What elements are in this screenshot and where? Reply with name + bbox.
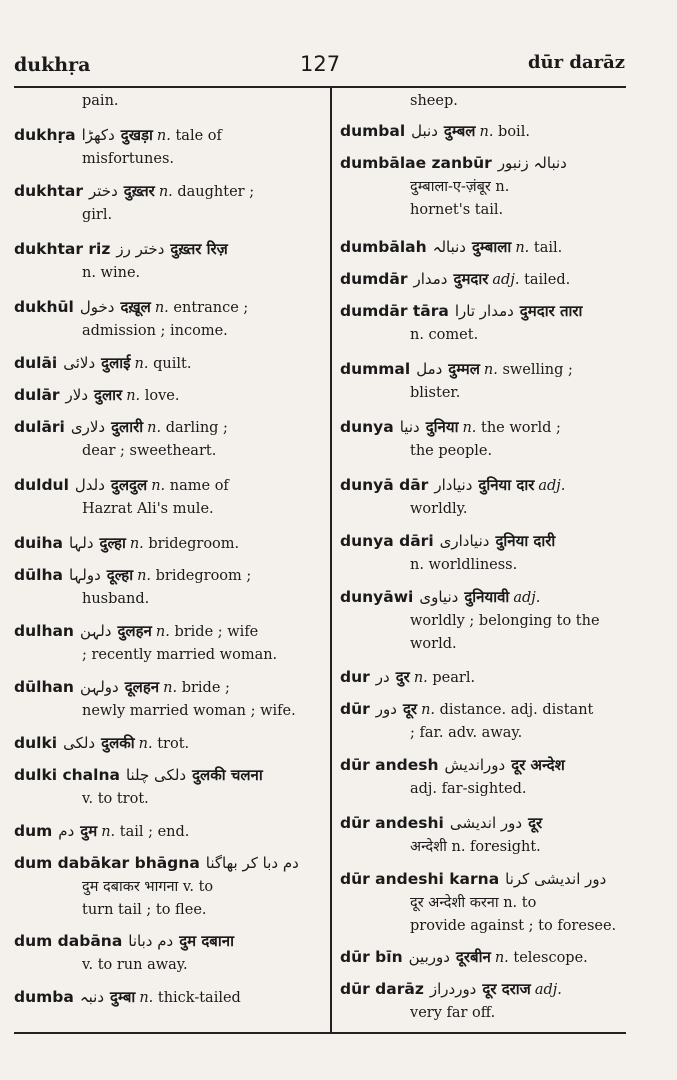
headword: duldul — [14, 476, 69, 494]
devanagari-script: दुम दबाना — [179, 932, 234, 950]
continuation-line: newly married woman ; wife. — [82, 703, 296, 719]
devanagari-script: दुख़्तर — [123, 182, 155, 200]
part-of-speech: adj. — [534, 982, 562, 998]
dictionary-entry — [340, 90, 630, 113]
continuation-line: n. wine. — [82, 265, 141, 281]
part-of-speech: n. — [494, 950, 509, 966]
definition: name of — [169, 478, 229, 494]
headword: dūr andesh — [340, 756, 439, 774]
part-of-speech: n. — [163, 680, 178, 696]
headword: dum — [14, 822, 53, 840]
devanagari-script: दुम्बाला — [471, 238, 512, 256]
part-of-speech: n. — [138, 736, 153, 752]
dictionary-entry — [340, 474, 630, 521]
definition: darling ; — [165, 420, 228, 436]
top-rule — [14, 86, 626, 88]
dictionary-entry — [340, 268, 630, 292]
urdu-script: دلار — [65, 386, 89, 404]
dictionary-entry — [340, 300, 630, 347]
devanagari-script: दुनिया — [425, 418, 459, 436]
devanagari-script: दुलकी — [101, 734, 135, 752]
devanagari-script: दुम्बा — [110, 988, 136, 1006]
headword: dunyā dār — [340, 476, 429, 494]
headword: dumbālah — [340, 238, 427, 256]
guide-word-right: dūr darāz — [527, 52, 625, 73]
headword: dummal — [340, 360, 411, 378]
dictionary-entry — [340, 868, 630, 938]
headword: dūr bīn — [340, 948, 403, 966]
devanagari-script: दुम — [80, 822, 98, 840]
dictionary-entry — [14, 532, 314, 556]
dictionary-entry — [14, 180, 314, 227]
headword: dūr darāz — [340, 980, 424, 998]
part-of-speech: n. — [101, 824, 116, 840]
continuation-line: worldly ; belonging to the — [410, 613, 600, 629]
devanagari-script: दूरबीन — [455, 948, 491, 966]
urdu-script: دم دبا کر بھاگنا — [205, 854, 299, 872]
dictionary-entry — [340, 120, 630, 144]
urdu-script: دنیاوی — [419, 588, 459, 606]
urdu-script: دلکی چلنا — [125, 766, 187, 784]
urdu-script: دور اندیشی کرنا — [505, 870, 607, 888]
dictionary-entry — [14, 124, 314, 171]
headword: dunya dāri — [340, 532, 434, 550]
part-of-speech: n. — [151, 478, 166, 494]
dictionary-entry — [14, 564, 314, 611]
devanagari-script: दूर दराज — [482, 980, 531, 998]
part-of-speech: adj. — [538, 478, 566, 494]
definition: bridegroom ; — [155, 568, 252, 584]
dictionary-entry — [14, 352, 314, 376]
continuation-line: very far off. — [410, 1005, 496, 1021]
devanagari-script: दुम्मल — [448, 360, 480, 378]
urdu-script: دم دبانا — [128, 932, 174, 950]
part-of-speech: n. — [421, 702, 436, 718]
headword: dumdār — [340, 270, 408, 288]
dictionary-entry — [14, 90, 314, 113]
urdu-script: دولہن — [79, 678, 119, 696]
dictionary-entry — [340, 812, 630, 859]
definition: swelling ; — [502, 362, 573, 378]
dictionary-entry — [14, 384, 314, 408]
continuation-line: n. comet. — [410, 327, 479, 343]
urdu-script: دلاری — [70, 418, 106, 436]
devanagari-script: दुमदार — [453, 270, 489, 288]
devanagari-script: दुलकी चलना — [192, 766, 263, 784]
part-of-speech: n. — [479, 124, 494, 140]
dictionary-entry — [14, 296, 314, 343]
dictionary-entry — [340, 152, 630, 222]
continuation-line: ; far. adv. away. — [410, 725, 523, 741]
devanagari-script: दुखड़ा — [120, 126, 153, 144]
continuation-line: dear ; sweetheart. — [82, 443, 217, 459]
headword: dukhtar — [14, 182, 83, 200]
part-of-speech: n. — [413, 670, 428, 686]
dictionary-entry — [14, 474, 314, 521]
headword: dulāi — [14, 354, 58, 372]
part-of-speech: n. — [147, 420, 162, 436]
definition: bride ; wife — [174, 624, 259, 640]
devanagari-script: दुनियावी — [464, 588, 510, 606]
devanagari-script: दुलार — [94, 386, 123, 404]
continuation-line: the people. — [410, 443, 493, 459]
headword: dunyāwi — [340, 588, 414, 606]
dictionary-entry — [14, 820, 314, 844]
continuation-line: world. — [410, 636, 457, 652]
continuation-line: ; recently married woman. — [82, 647, 278, 663]
headword: dukhṛa — [14, 126, 76, 144]
continuation-line: Hazrat Ali's mule. — [82, 501, 214, 517]
headword: dunya — [340, 418, 394, 436]
definition: distance. adj. distant — [439, 702, 594, 718]
urdu-script: دختر رز — [116, 240, 165, 258]
part-of-speech: adj. — [492, 272, 520, 288]
urdu-script: دمدار — [413, 270, 448, 288]
continuation-line: अन्देशी n. foresight. — [410, 839, 541, 855]
continuation-line: दूर अन्देशी करना n. to — [410, 895, 537, 911]
continuation-line: दुम दबाकर भागना v. to — [82, 879, 214, 895]
continuation-line: blister. — [410, 385, 461, 401]
headword: dumdār tāra — [340, 302, 449, 320]
devanagari-script: दूर अन्देश — [511, 756, 565, 774]
definition: tale of — [175, 128, 222, 144]
headword: dulhan — [14, 622, 74, 640]
continuation-line: girl. — [82, 207, 113, 223]
urdu-script: دمل — [416, 360, 443, 378]
headword: dumba — [14, 988, 74, 1006]
page-header — [0, 48, 677, 88]
devanagari-script: दख़ूल — [120, 298, 151, 316]
dictionary-entry — [340, 416, 630, 463]
urdu-script: دولہا — [68, 566, 101, 584]
urdu-script: دم — [58, 822, 75, 840]
part-of-speech: n. — [156, 128, 171, 144]
headword: dukhūl — [14, 298, 74, 316]
dictionary-entry — [340, 530, 630, 577]
part-of-speech: n. — [155, 624, 170, 640]
devanagari-script: दुनिया दार — [478, 476, 535, 494]
definition: tailed. — [524, 272, 571, 288]
devanagari-script: दुलहन — [117, 622, 152, 640]
urdu-script: دکھڑا — [81, 126, 115, 144]
headword: dum dabāna — [14, 932, 123, 950]
part-of-speech: n. — [515, 240, 530, 256]
headword: dūlha — [14, 566, 63, 584]
urdu-script: دلہا — [68, 534, 94, 552]
devanagari-script: दुनिया दारी — [495, 532, 556, 550]
headword: dur — [340, 668, 370, 686]
continuation-line: pain. — [82, 93, 119, 109]
continuation-line: adj. far-sighted. — [410, 781, 527, 797]
dictionary-entry — [340, 754, 630, 801]
dictionary-entry — [340, 666, 630, 690]
definition: boil. — [498, 124, 530, 140]
definition: telescope. — [513, 950, 588, 966]
definition: thick-tailed — [157, 990, 241, 1006]
dictionary-entry — [14, 620, 314, 667]
column-divider — [330, 86, 332, 1032]
dictionary-entry — [340, 978, 630, 1025]
definition: love. — [144, 388, 180, 404]
continuation-line: v. to run away. — [82, 957, 188, 973]
dictionary-entry — [14, 764, 314, 811]
definition: the world ; — [481, 420, 561, 436]
part-of-speech: n. — [129, 536, 144, 552]
urdu-script: دور — [375, 700, 397, 718]
headword: dūr andeshi karna — [340, 870, 500, 888]
continuation-line: sheep. — [410, 93, 458, 109]
dictionary-entry — [340, 236, 630, 260]
dictionary-entry — [340, 358, 630, 405]
devanagari-script: दुर — [395, 668, 410, 686]
headword: dulār — [14, 386, 60, 404]
dictionary-entry — [14, 416, 314, 463]
urdu-script: دنبالہ — [432, 238, 466, 256]
headword: duiha — [14, 534, 63, 552]
headword: dukhtar riz — [14, 240, 111, 258]
devanagari-script: दुमदार तारा — [519, 302, 583, 320]
urdu-script: دور اندیشی — [449, 814, 523, 832]
dictionary-entry — [14, 676, 314, 723]
headword: dumbal — [340, 122, 406, 140]
devanagari-script: दूर — [402, 700, 418, 718]
urdu-script: دمدار تارا — [454, 302, 514, 320]
continuation-line: v. to trot. — [82, 791, 149, 807]
definition: pearl. — [432, 670, 476, 686]
headword: dulāri — [14, 418, 65, 436]
part-of-speech: n. — [154, 300, 169, 316]
continuation-line: दुम्बाला-ए-ज़ंबूर n. — [410, 179, 510, 195]
definition: bride ; — [181, 680, 230, 696]
devanagari-script: दुम्बल — [443, 122, 476, 140]
dictionary-entry — [340, 586, 630, 656]
definition: tail. — [533, 240, 563, 256]
continuation-line: misfortunes. — [82, 151, 174, 167]
urdu-script: دلہن — [79, 622, 112, 640]
headword: dulki chalna — [14, 766, 120, 784]
dictionary-entry — [14, 930, 314, 977]
part-of-speech: n. — [126, 388, 141, 404]
definition: entrance ; — [173, 300, 249, 316]
part-of-speech: n. — [134, 356, 149, 372]
continuation-line: husband. — [82, 591, 150, 607]
dictionary-entry — [340, 946, 630, 970]
continuation-line: admission ; income. — [82, 323, 228, 339]
devanagari-script: दुलाई — [101, 354, 131, 372]
headword: dumbālae zanbūr — [340, 154, 492, 172]
urdu-script: دنبالہ زنبور — [497, 154, 567, 172]
urdu-script: دختر — [89, 182, 118, 200]
dictionary-entry — [14, 986, 314, 1010]
definition: trot. — [157, 736, 190, 752]
urdu-script: در — [375, 668, 390, 686]
urdu-script: دنیاداری — [439, 532, 490, 550]
headword: dulki — [14, 734, 58, 752]
definition: daughter ; — [177, 184, 255, 200]
devanagari-script: दूलहन — [124, 678, 160, 696]
urdu-script: دنیادار — [434, 476, 473, 494]
devanagari-script: दुल्हा — [99, 534, 126, 552]
urdu-script: دخول — [79, 298, 115, 316]
part-of-speech: n. — [462, 420, 477, 436]
continuation-line: turn tail ; to flee. — [82, 902, 207, 918]
part-of-speech: n. — [158, 184, 173, 200]
urdu-script: دلائی — [63, 354, 96, 372]
page-number: 127 — [300, 52, 341, 76]
part-of-speech: adj. — [513, 590, 541, 606]
part-of-speech: n. — [139, 990, 154, 1006]
headword: dūr — [340, 700, 370, 718]
definition: quilt. — [153, 356, 192, 372]
dictionary-entry — [14, 238, 314, 285]
continuation-line: provide against ; to foresee. — [410, 918, 617, 934]
headword: dum dabākar bhāgna — [14, 854, 200, 872]
definition: bridegroom. — [148, 536, 240, 552]
bottom-rule — [14, 1032, 626, 1034]
dictionary-entry — [340, 698, 630, 745]
part-of-speech: n. — [483, 362, 498, 378]
devanagari-script: दुलारी — [111, 418, 144, 436]
devanagari-script: दुख़्तर रिज़ — [170, 240, 228, 258]
devanagari-script: दूल्हा — [106, 566, 134, 584]
urdu-script: دلکی — [63, 734, 96, 752]
dictionary-entry — [14, 732, 314, 756]
continuation-line: hornet's tail. — [410, 202, 504, 218]
headword: dūr andeshi — [340, 814, 444, 832]
urdu-script: دنیا — [399, 418, 420, 436]
devanagari-script: दूर — [528, 814, 543, 832]
urdu-script: دوربین — [408, 948, 450, 966]
urdu-script: دوردراز — [429, 980, 477, 998]
devanagari-script: दुलदुल — [110, 476, 148, 494]
urdu-script: دوراندیش — [444, 756, 506, 774]
headword: dūlhan — [14, 678, 74, 696]
continuation-line: worldly. — [410, 501, 468, 517]
definition: tail ; end. — [119, 824, 190, 840]
continuation-line: n. worldliness. — [410, 557, 518, 573]
dictionary-entry — [14, 852, 314, 922]
urdu-script: دلدل — [74, 476, 105, 494]
urdu-script: دنبہ — [79, 988, 105, 1006]
guide-word-left: dukhṛa — [14, 54, 91, 76]
part-of-speech: n. — [137, 568, 152, 584]
urdu-script: دنبل — [411, 122, 438, 140]
